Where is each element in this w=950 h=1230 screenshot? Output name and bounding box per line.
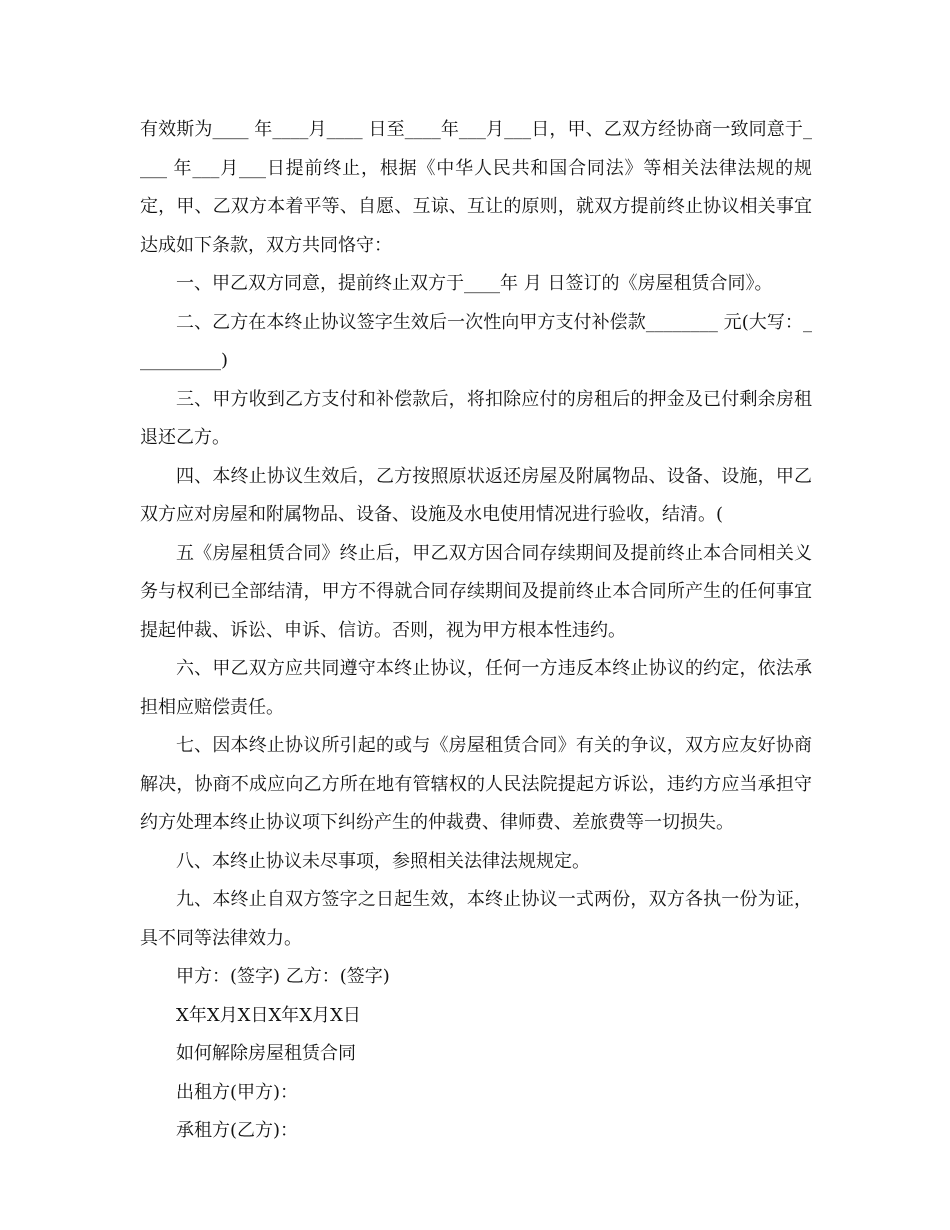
intro-paragraph: 有效斯为____ 年____月____ 日至____年___月___日，甲、乙双方经协商一致同意于____ 年___月___日提前终止，根据《中华人民共和国合同法》等相关法律法规的规定，甲、乙双方本着平等、自愿、互谅、互让的原则，就双方提前终止协议相关事宜达成如下条款，双方共同恪守： <box>140 119 812 256</box>
clause-6: 六、甲乙双方应共同遵守本终止协议，任何一方违反本终止协议的约定，依法承担相应赔偿责任。 <box>140 658 812 718</box>
clause-4: 四、本终止协议生效后，乙方按照原状返还房屋及附属物品、设备、设施，甲乙双方应对房屋和附属物品、设备、设施及水电使用情况进行验收，结清。( <box>140 465 812 525</box>
date-line: X年X月X日X年X月X日 <box>176 1004 361 1026</box>
lessor-line: 出租方(甲方)： <box>176 1081 299 1103</box>
lessee-line: 承租方(乙方)： <box>176 1120 299 1141</box>
clause-7: 七、因本终止协议所引起的或与《房屋租赁合同》有关的争议，双方应友好协商解决，协商不成应向乙方所在地有管辖权的人民法院提起方诉讼，违约方应当承担守约方处理本终止协议项下纠纷产生的仲裁费、律师费、差旅费等一切损失。 <box>140 735 812 833</box>
clause-3: 三、甲方收到乙方支付和补偿款后，将扣除应付的房租后的押金及已付剩余房租退还乙方。 <box>140 388 812 448</box>
clause-2: 二、乙方在本终止协议签字生效后一次性向甲方支付补偿款________ 元(大写：__________) <box>140 311 812 371</box>
clause-5: 五《房屋租赁合同》终止后，甲乙双方因合同存续期间及提前终止本合同相关义务与权利已全部结清，甲方不得就合同存续期间及提前终止本合同所产生的任何事宜提起仲裁、诉讼、申诉、信访。否则，视为甲方根本性违约。 <box>140 542 812 641</box>
clause-8: 八、本终止协议未尽事项，参照相关法律法规规定。 <box>176 850 590 872</box>
clause-1: 一、甲乙双方同意，提前终止双方于____年 月 日签订的《房屋租赁合同》。 <box>176 273 773 294</box>
section-heading: 如何解除房屋租赁合同 <box>176 1043 356 1064</box>
signature-line: 甲方：(签字) 乙方：(签字) <box>176 966 390 987</box>
clause-9: 九、本终止自双方签字之日起生效，本终止协议一式两份，双方各执一份为证，具不同等法律效力。 <box>140 889 812 949</box>
